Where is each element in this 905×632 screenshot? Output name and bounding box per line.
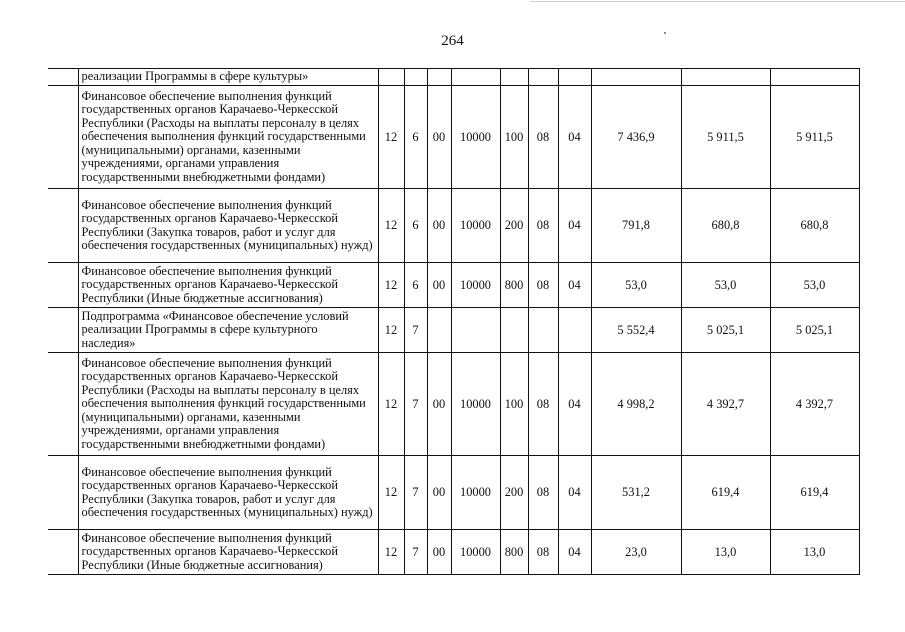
expense-type-code: 200: [500, 189, 528, 263]
budget-table: [48, 68, 860, 575]
row-name: Финансовое обеспечение выполнения функций государственных органов Карачаево-Черкесской Республики (Расходы на выплаты персоналу в целях обеспечения выполнения функций государственными (муниципальными) органами, казенными учреждениями, органами управления государственными внебюджетными фондами): [78, 86, 378, 189]
section-code: 08: [528, 530, 558, 575]
section-code: [528, 69, 558, 86]
table-row: [48, 353, 859, 456]
amount-year-3: 13,0: [770, 530, 859, 575]
ministry-code: 00: [427, 189, 451, 263]
amount-year-3: 680,8: [770, 189, 859, 263]
subsection-code: 04: [558, 86, 591, 189]
amount-year-1: 7 436,9: [591, 86, 681, 189]
table-row: [48, 69, 859, 86]
section-code: 08: [528, 86, 558, 189]
amount-year-1: 5 552,4: [591, 308, 681, 353]
amount-year-3: [770, 69, 859, 86]
blank-cell: [48, 353, 78, 456]
amount-year-3: 53,0: [770, 263, 859, 308]
section-code: [528, 308, 558, 353]
subprogram-code: 7: [404, 353, 427, 456]
row-name: Финансовое обеспечение выполнения функций государственных органов Карачаево-Черкесской Республики (Закупка товаров, работ и услуг для обеспечения государственных (муниципальных) нужд): [78, 189, 378, 263]
direction-code: 10000: [451, 456, 500, 530]
direction-code: 10000: [451, 530, 500, 575]
direction-code: 10000: [451, 263, 500, 308]
ministry-code: 00: [427, 86, 451, 189]
amount-year-2: [681, 69, 770, 86]
program-code: [378, 69, 404, 86]
amount-year-2: 619,4: [681, 456, 770, 530]
blank-cell: [48, 530, 78, 575]
table-row: [48, 263, 859, 308]
direction-code: 10000: [451, 189, 500, 263]
row-name: Финансовое обеспечение выполнения функций государственных органов Карачаево-Черкесской Республики (Закупка товаров, работ и услуг для обеспечения государственных (муниципальных) нужд): [78, 456, 378, 530]
program-code: 12: [378, 456, 404, 530]
row-name: Подпрограмма «Финансовое обеспечение условий реализации Программы в сфере культурного наследия»: [78, 308, 378, 353]
amount-year-2: 4 392,7: [681, 353, 770, 456]
blank-cell: [48, 456, 78, 530]
expense-type-code: [500, 308, 528, 353]
expense-type-code: [500, 69, 528, 86]
blank-cell: [48, 263, 78, 308]
expense-type-code: 100: [500, 353, 528, 456]
expense-type-code: 200: [500, 456, 528, 530]
direction-code: [451, 69, 500, 86]
amount-year-2: 5 911,5: [681, 86, 770, 189]
subprogram-code: 6: [404, 86, 427, 189]
program-code: 12: [378, 530, 404, 575]
expense-type-code: 800: [500, 263, 528, 308]
subsection-code: 04: [558, 353, 591, 456]
blank-cell: [48, 189, 78, 263]
ministry-code: 00: [427, 456, 451, 530]
expense-type-code: 100: [500, 86, 528, 189]
amount-year-1: 23,0: [591, 530, 681, 575]
table-row: [48, 530, 859, 575]
subsection-code: 04: [558, 189, 591, 263]
section-code: 08: [528, 456, 558, 530]
table-row: [48, 189, 859, 263]
subprogram-code: 6: [404, 263, 427, 308]
row-name: реализации Программы в сфере культуры»: [78, 69, 378, 86]
amount-year-2: 680,8: [681, 189, 770, 263]
direction-code: 10000: [451, 86, 500, 189]
subprogram-code: 6: [404, 189, 427, 263]
section-code: 08: [528, 263, 558, 308]
ministry-code: [427, 69, 451, 86]
subsection-code: [558, 69, 591, 86]
blank-cell: [48, 308, 78, 353]
amount-year-2: 5 025,1: [681, 308, 770, 353]
ministry-code: 00: [427, 263, 451, 308]
amount-year-3: 5 911,5: [770, 86, 859, 189]
subsection-code: 04: [558, 263, 591, 308]
page-number: 264: [441, 33, 464, 49]
expense-type-code: 800: [500, 530, 528, 575]
subprogram-code: 7: [404, 530, 427, 575]
amount-year-3: 5 025,1: [770, 308, 859, 353]
blank-cell: [48, 86, 78, 189]
section-code: 08: [528, 189, 558, 263]
row-name: Финансовое обеспечение выполнения функций государственных органов Карачаево-Черкесской Республики (Иные бюджетные ассигнования): [78, 530, 378, 575]
section-code: 08: [528, 353, 558, 456]
amount-year-1: 791,8: [591, 189, 681, 263]
blank-cell: [48, 69, 78, 86]
program-code: 12: [378, 263, 404, 308]
direction-code: 10000: [451, 353, 500, 456]
subsection-code: [558, 308, 591, 353]
direction-code: [451, 308, 500, 353]
ministry-code: 00: [427, 353, 451, 456]
amount-year-3: 619,4: [770, 456, 859, 530]
amount-year-3: 4 392,7: [770, 353, 859, 456]
ministry-code: [427, 308, 451, 353]
row-name: Финансовое обеспечение выполнения функций государственных органов Карачаево-Черкесской Республики (Иные бюджетные ассигнования): [78, 263, 378, 308]
subprogram-code: 7: [404, 456, 427, 530]
amount-year-2: 13,0: [681, 530, 770, 575]
amount-year-1: 53,0: [591, 263, 681, 308]
amount-year-1: 4 998,2: [591, 353, 681, 456]
program-code: 12: [378, 189, 404, 263]
table-row: [48, 86, 859, 189]
table-row: [48, 308, 859, 353]
table-row: [48, 456, 859, 530]
ministry-code: 00: [427, 530, 451, 575]
program-code: 12: [378, 308, 404, 353]
row-name: Финансовое обеспечение выполнения функций государственных органов Карачаево-Черкесской Республики (Расходы на выплаты персоналу в целях обеспечения выполнения функций государственными (муниципальными) органами, казенными учреждениями, органами управления государственными внебюджетными фондами): [78, 353, 378, 456]
subsection-code: 04: [558, 456, 591, 530]
subsection-code: 04: [558, 530, 591, 575]
subprogram-code: [404, 69, 427, 86]
program-code: 12: [378, 86, 404, 189]
amount-year-1: 531,2: [591, 456, 681, 530]
amount-year-2: 53,0: [681, 263, 770, 308]
scan-edge-line: [530, 1, 905, 2]
program-code: 12: [378, 353, 404, 456]
amount-year-1: [591, 69, 681, 86]
subprogram-code: 7: [404, 308, 427, 353]
